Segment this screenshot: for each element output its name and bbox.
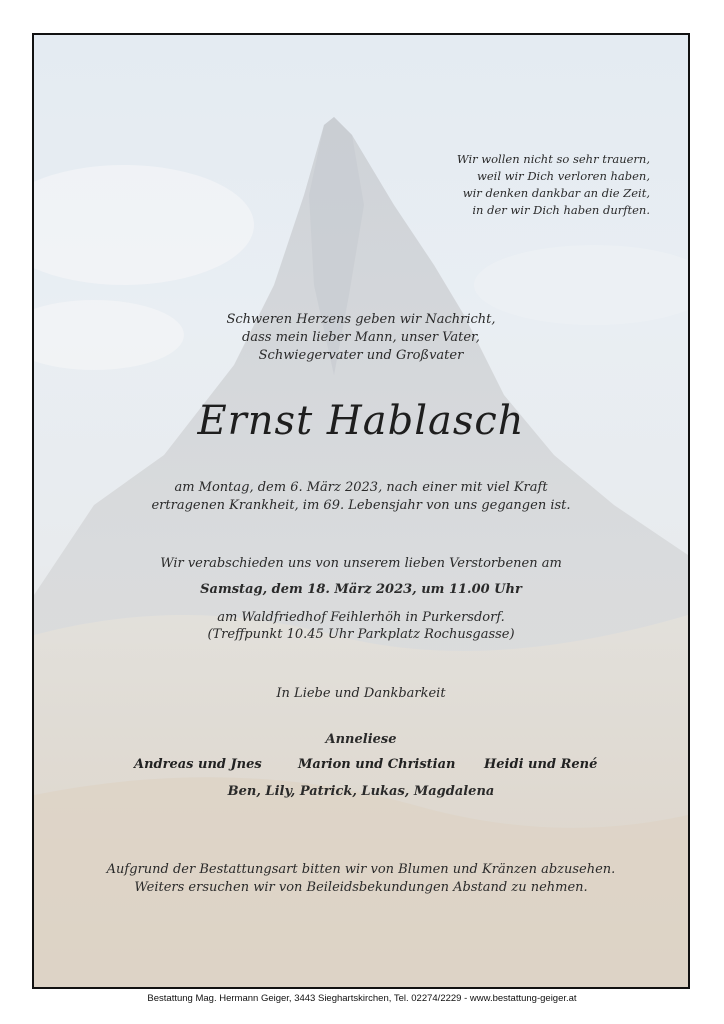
closing-text: In Liebe und Dankbarkeit	[276, 686, 446, 701]
family-grandchildren: Ben, Lily, Patrick, Lukas, Magdalena	[227, 784, 495, 799]
request-line: Aufgrund der Bestattungsart bitten wir von Blumen und Kränzen abzusehen.	[106, 862, 616, 877]
farewell-meeting-point: (Treffpunkt 10.45 Uhr Parkplatz Rochusgasse)	[207, 627, 515, 642]
deceased-name: Ernst Hablasch	[197, 398, 525, 444]
intro-line: Schweren Herzens geben wir Nachricht,	[226, 312, 496, 327]
family-spouse: Anneliese	[325, 732, 397, 747]
poem-line: wir denken dankbar an die Zeit,	[462, 186, 650, 200]
intro-text	[34, 311, 688, 365]
death-notice-line: ertragenen Krankheit, im 69. Lebensjahr von uns gegangen ist.	[151, 498, 571, 513]
footer-funeral-home: Bestattung Mag. Hermann Geiger, 3443 Sieghartskirchen, Tel. 02274/2229 - www.bestattung-geiger.at	[147, 993, 577, 1004]
farewell-date-time: Samstag, dem 18. März 2023, um 11.00 Uhr	[200, 582, 522, 597]
request-line: Weiters ersuchen wir von Beileidsbekundungen Abstand zu nehmen.	[134, 880, 588, 895]
farewell-intro: Wir verabschieden uns von unserem lieben Verstorbenen am	[160, 556, 562, 571]
family-child: Heidi und René	[484, 757, 598, 772]
intro-line: Schwiegervater und Großvater	[258, 348, 464, 363]
family-child: Marion und Christian	[298, 757, 456, 772]
request-text	[34, 861, 688, 897]
poem	[430, 151, 650, 219]
family-children-row	[34, 757, 688, 775]
family-child: Andreas und Jnes	[134, 757, 262, 772]
poem-line: in der wir Dich haben durften.	[472, 203, 650, 217]
farewell-location: am Waldfriedhof Feihlerhöh in Purkersdorf.	[217, 610, 505, 625]
obituary-frame	[32, 33, 690, 989]
death-notice	[34, 479, 688, 515]
intro-line: dass mein lieber Mann, unser Vater,	[242, 330, 480, 345]
poem-line: Wir wollen nicht so sehr trauern,	[456, 152, 650, 166]
poem-line: weil wir Dich verloren haben,	[477, 169, 650, 183]
death-notice-line: am Montag, dem 6. März 2023, nach einer mit viel Kraft	[174, 480, 548, 495]
